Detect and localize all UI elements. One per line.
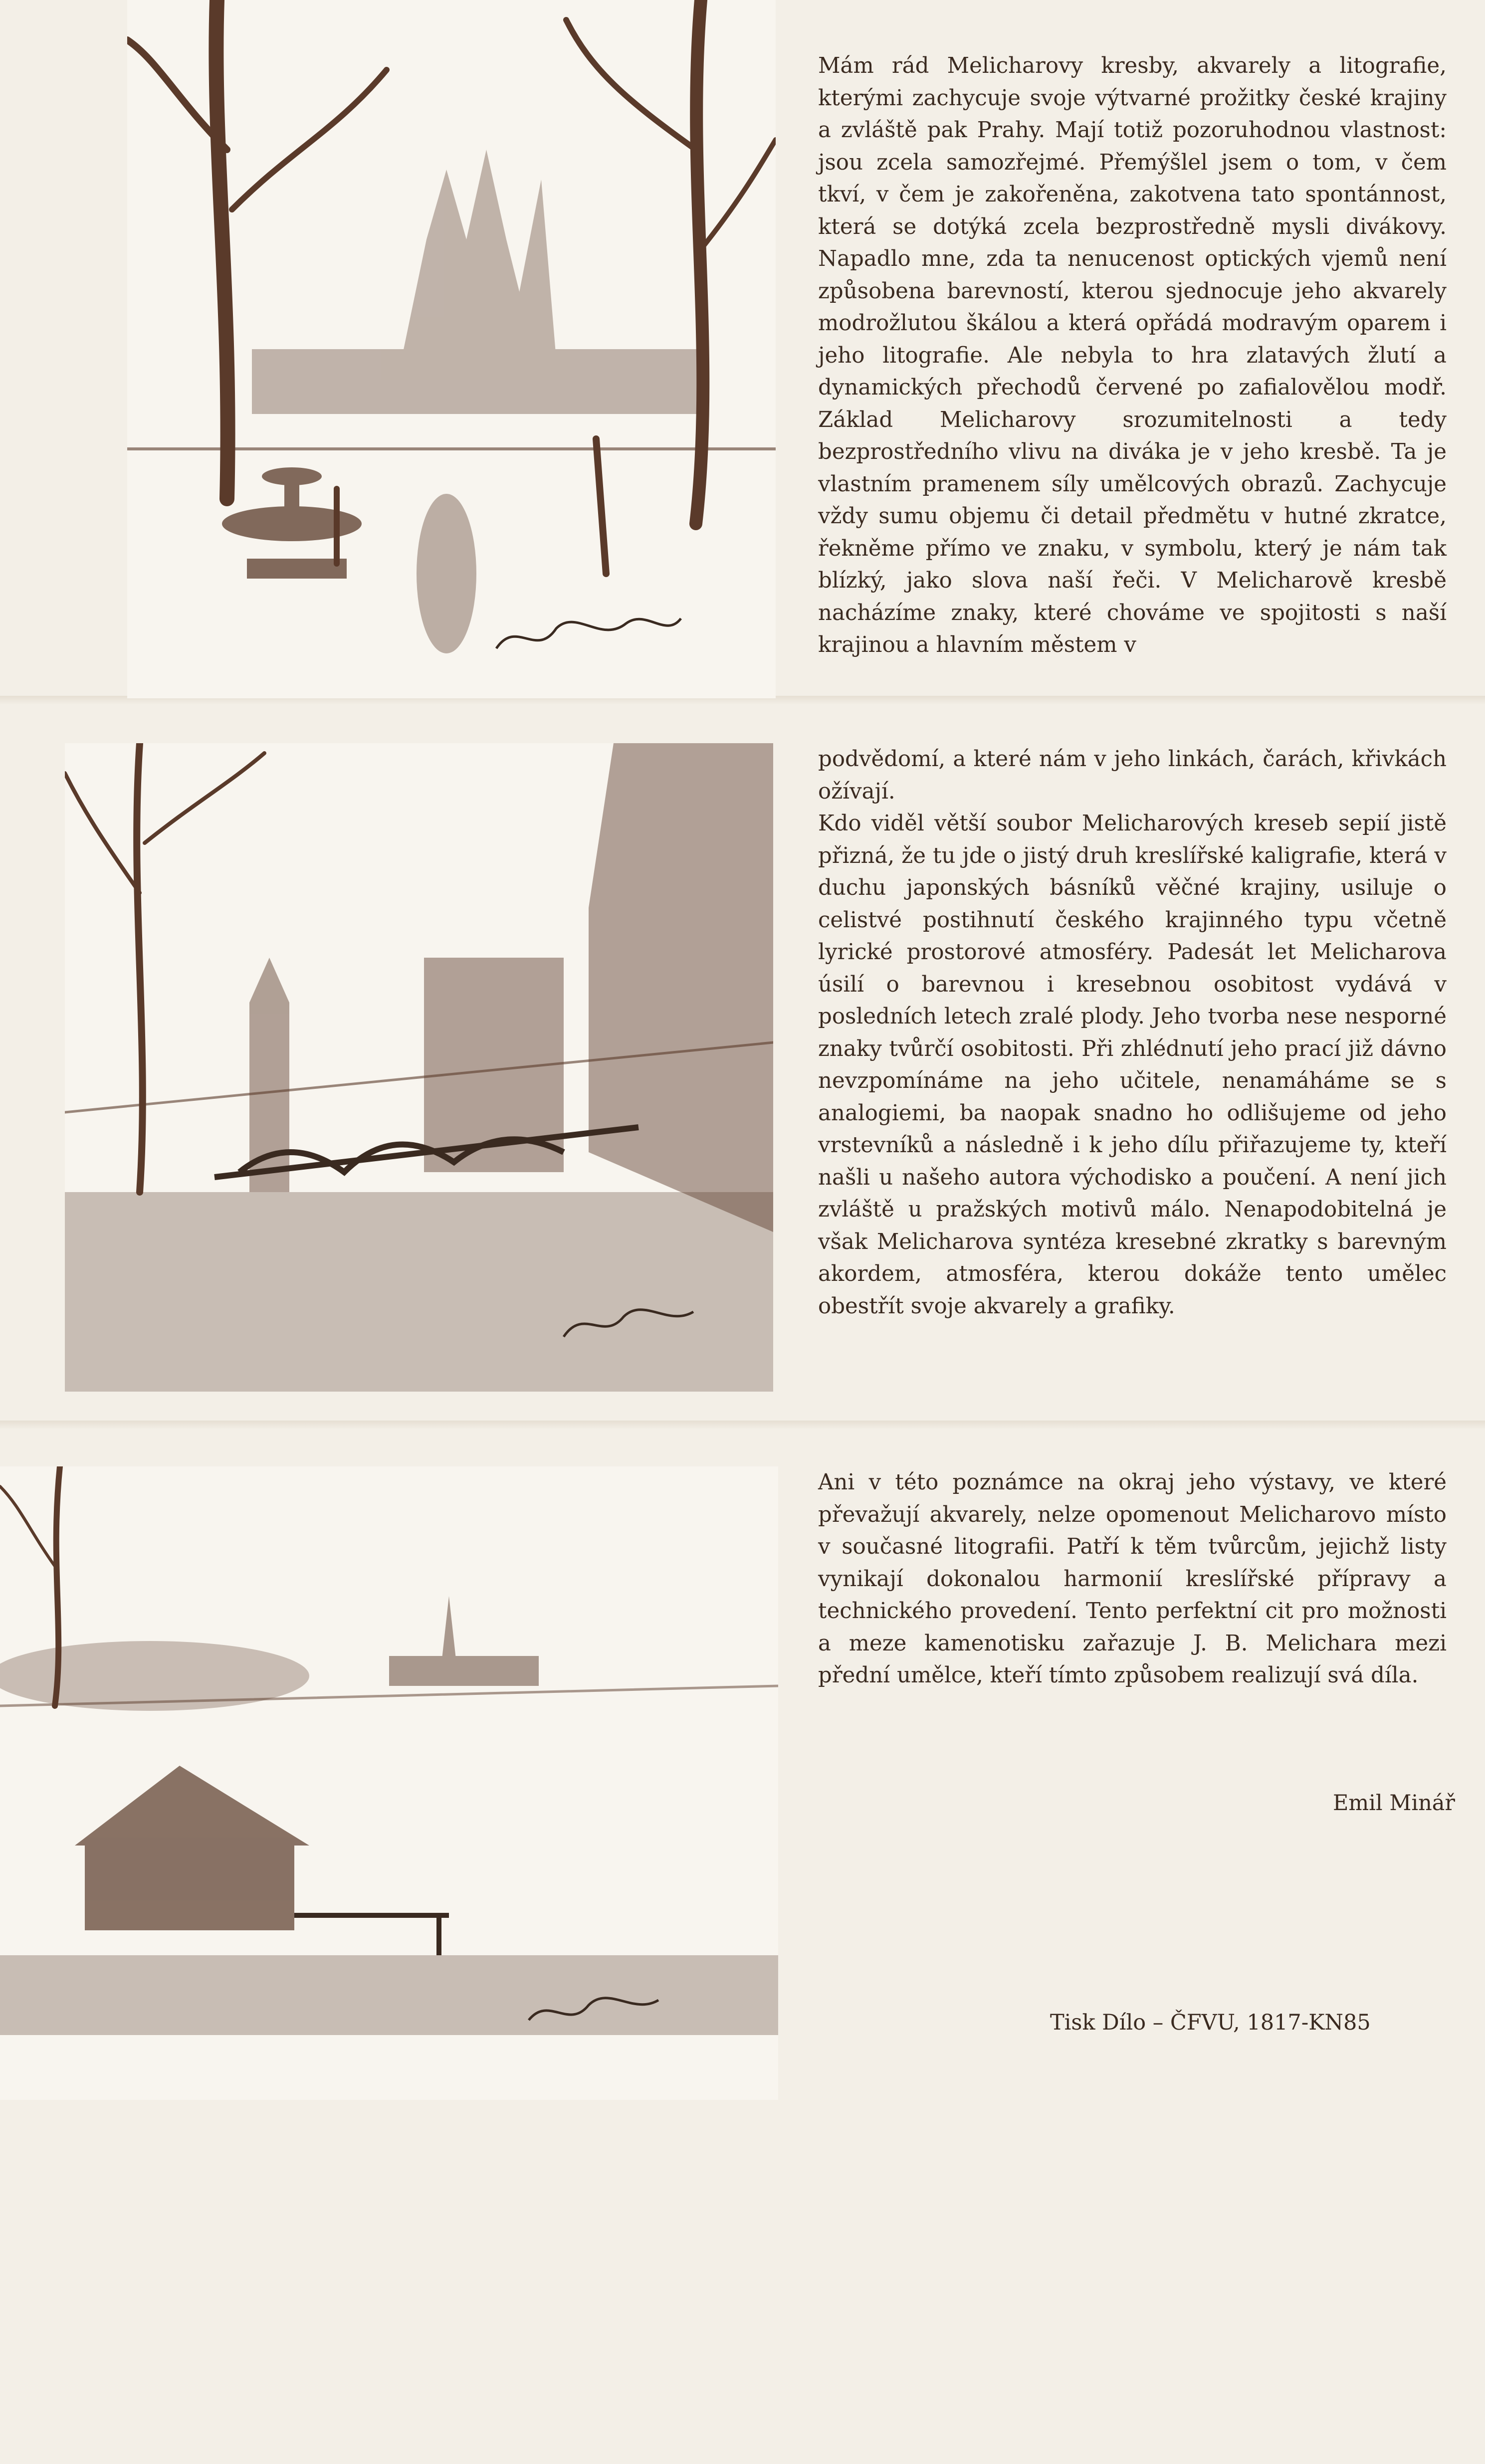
essay-paragraph: Kdo viděl větší soubor Melicharových kreseb sepií jistě přizná, že tu jde o jistý druh kreslířské kaligrafie, která v duchu japonských básníků věčné krajiny, usiluje o celistvé postihnutí českého krajinného typu včetně lyrické prostorové atmosféry. Padesát let Melicharova úsilí o barevnou i kresebnou osobitost vydává v posledních letech zralé plody. Jeho tvorba nese nesporné znaky tvůrčí osobitosti. Při zhlédnutí jeho prací již dávno nevzpomínáme na jeho učitele, nenamáháme se s analogiemi, ba naopak snadno ho odlišujeme od jeho vrstevníků a následně i k jeho dílu přiřazujeme ty, kteří našli u našeho autora východisko a poučení. A není jich zvláště u pražských motivů málo. Nenapodobitelná je však Melicharova syntéza kresebné zkratky s barevným akordem, atmosféra, kterou dokáže tento umělec obestřít svoje akvarely a grafiky. [818,811,1447,1319]
essay-paragraph: podvědomí, a které nám v jeho linkách, čarách, křivkách ožívají. [818,747,1447,804]
illustration-river-bridge [65,743,773,1392]
print-note: Tisk Dílo – ČFVU, 1817-KN85 [1050,2010,1371,2035]
fold-line-bottom [0,1421,1485,1430]
author-signature: Emil Minář [1332,1791,1455,1816]
essay-section-2 [818,743,1447,1322]
illustration-riverside-house [0,1466,778,2100]
essay-paragraph: Mám rád Melicharovy kresby, akvarely a litografie, kterými zachycuje svoje výtvarné prožitky české krajiny a zvláště pak Prahy. Mají totiž pozoruhodnou vlastnost: jsou zcela samozřejmé. Přemýšlel jsem o tom, v čem tkví, v čem je zakořeněna, zakotvena tato spontánnost, která se dotýká zcela bezprostředně mysli divákovy. Napadlo mne, zda ta nenucenost optických vjemů není způsobena barevností, kterou sjednocuje jeho akvarely modrožlutou škálou a která opřádá modravým oparem i jeho litografie. Ale nebyla to hra zlatavých žlutí a dynamických přechodů červené po zafialovělou modř. Základ Melicharovy srozumitelnosti a tedy bezprostředního vlivu na diváka je v jeho kresbě. Ta je vlastním pramenem síly umělcových obrazů. Zachycuje vždy sumu objemu či detail předmětu v hutné zkratce, řekněme přímo ve znaku, v symbolu, který je nám tak blízký, jako slova naší řeči. V Melicharově kresbě nacházíme znaky, které chováme ve spojitosti s naší krajinou a hlavním městem v [818,53,1447,657]
essay-section-3 [818,1466,1447,2464]
essay-paragraph: Ani v této poznámce na okraj jeho výstavy, ve které převažují akvarely, nelze opomenout Melicharovo místo v současné litografii. Patří k těm tvůrcům, jejichž listy vynikají dokonalou harmonií kreslířské přípravy a technického provedení. Tento perfektní cit pro možnosti a meze kamenotisku zařazuje J. B. Melichara mezi přední umělce, kteří tímto způsobem realizují svá díla. [818,1470,1447,1688]
illustration-castle-fountain [127,0,776,698]
essay-section-1 [818,50,1447,661]
